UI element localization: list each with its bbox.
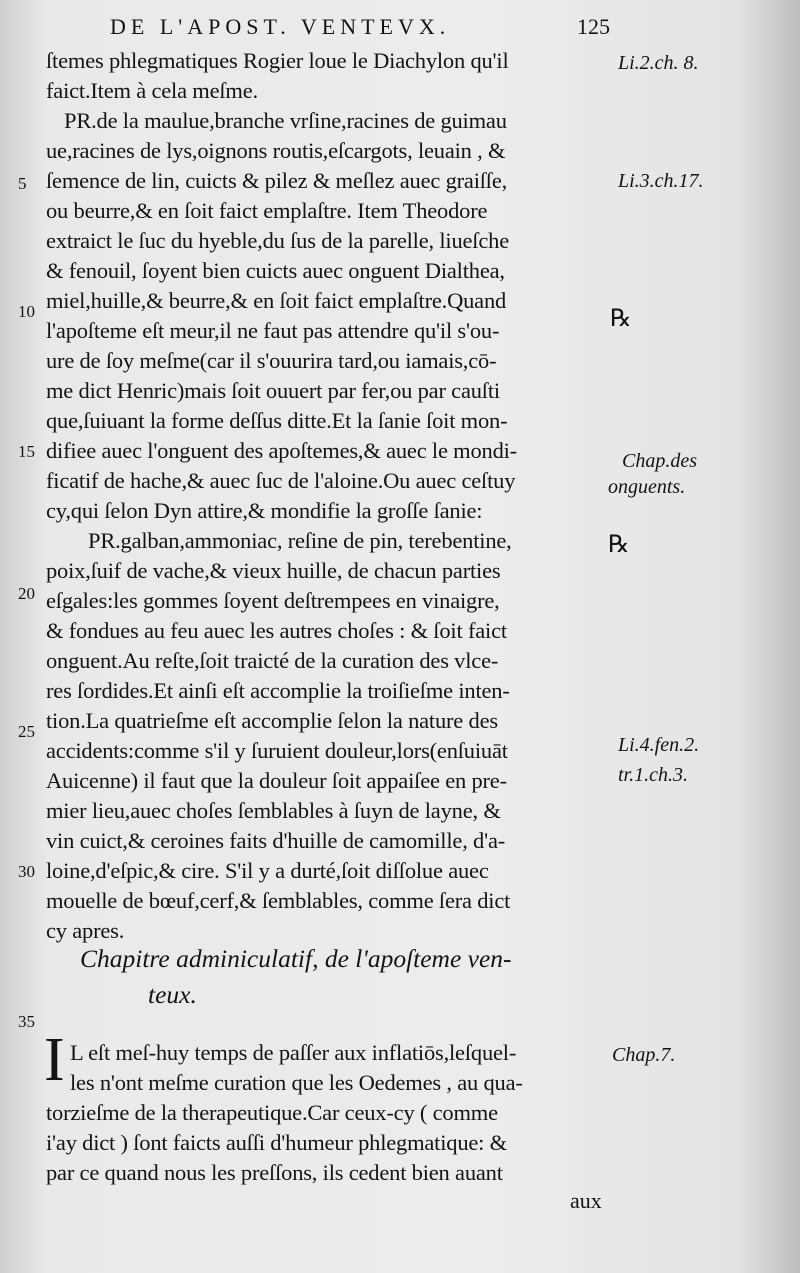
marginal-note: Chap.des — [622, 450, 697, 472]
recipe-symbol-icon: ℞ — [610, 304, 632, 332]
page-number: 125 — [577, 14, 610, 39]
text-line: ſemence de lin, cuicts & pilez & meſlez auec graiſſe, — [46, 168, 508, 193]
text-line: ſtemes phlegmatiques Rogier loue le Diachylon qu'il — [46, 48, 509, 73]
text-line: mier lieu,auec choſes ſemblables à ſuyn de layne, & — [46, 798, 501, 823]
chapter-heading-line: teux. — [148, 980, 197, 1009]
text-line: Auicenne) il faut que la douleur ſoit appaiſee en pre- — [46, 768, 507, 793]
text-line: difiee auec l'onguent des apoſtemes,& auec le mondi- — [46, 438, 517, 463]
text-line: miel,huille,& beurre,& en ſoit faict emplaſtre.Quand — [46, 288, 507, 313]
page-header — [110, 14, 610, 44]
catchword: aux — [570, 1188, 602, 1213]
text-line: PR.de la maulue,branche vrſine,racines de guimau — [64, 108, 507, 133]
marginal-note: tr.1.ch.3. — [618, 764, 688, 786]
text-line: accidents:comme s'il y ſuruient douleur,lors(enſuiuāt — [46, 738, 508, 763]
marginal-note: Chap.7. — [612, 1044, 676, 1066]
text-line: res ſordides.Et ainſi eſt accomplie la troiſieſme inten- — [46, 678, 510, 703]
text-line: me dict Henric)mais ſoit ouuert par fer,ou par cauſti — [46, 378, 500, 403]
text-line: que,ſuiuant la forme deſſus ditte.Et la ſanie ſoit mon- — [46, 408, 508, 433]
marginal-note: Li.3.ch.17. — [618, 170, 704, 192]
line-number: 30 — [18, 862, 35, 881]
line-number: 5 — [18, 174, 27, 193]
text-line: extraict le ſuc du hyeble,du ſus de la parelle, liueſche — [46, 228, 509, 253]
text-line: l'apoſteme eſt meur,il ne faut pas attendre qu'il s'ou- — [46, 318, 500, 343]
line-number: 20 — [18, 584, 35, 603]
text-line: les n'ont meſme curation que les Oedemes , au qua- — [70, 1070, 523, 1095]
text-line: & fondues au feu auec les autres choſes : & ſoit faict — [46, 618, 507, 643]
line-number: 15 — [18, 442, 35, 461]
text-line: ure de ſoy meſme(car il s'ouurira tard,ou iamais,cō- — [46, 348, 497, 373]
text-line: L eſt meſ-huy temps de paſſer aux inflatiōs,leſquel- — [70, 1040, 517, 1065]
text-line: & fenouil, ſoyent bien cuicts auec onguent Dialthea, — [46, 258, 505, 283]
text-line: torzieſme de la therapeutique.Car ceux-cy ( comme — [46, 1100, 498, 1125]
line-number: 25 — [18, 722, 35, 741]
text-line: mouelle de bœuf,cerf,& ſemblables, comme ſera dict — [46, 888, 511, 913]
running-title: DE L'APOST. VENTEVX. — [110, 14, 451, 39]
marginal-note: Li.2.ch. 8. — [618, 52, 699, 74]
text-line: PR.galban,ammoniac, reſine de pin, terebentine, — [88, 528, 512, 553]
drop-cap: I — [44, 1026, 65, 1094]
text-line: tion.La quatrieſme eſt accomplie ſelon la nature des — [46, 708, 498, 733]
text-line: onguent.Au reſte,ſoit traicté de la curation des vlce- — [46, 648, 499, 673]
text-line: cy,qui ſelon Dyn attire,& mondifie la groſſe ſanie: — [46, 498, 483, 523]
text-line: faict.Item à cela meſme. — [46, 78, 258, 103]
text-line: par ce quand nous les preſſons, ils cedent bien auant — [46, 1160, 503, 1185]
line-number: 35 — [18, 1012, 35, 1031]
recipe-symbol-icon: ℞ — [608, 530, 630, 558]
text-line: i'ay dict ) ſont faicts auſſi d'humeur phlegmatique: & — [46, 1130, 507, 1155]
text-line: ficatif de hache,& auec ſuc de l'aloine.Ou auec ceſtuy — [46, 468, 516, 493]
text-line: cy apres. — [46, 918, 125, 943]
text-line: ue,racines de lys,oignons routis,eſcargots, leuain , & — [46, 138, 506, 163]
text-line: poix,ſuif de vache,& vieux huille, de chacun parties — [46, 558, 501, 583]
marginal-note: Li.4.fen.2. — [618, 734, 700, 756]
text-line: eſgales:les gommes ſoyent deſtrempees en vinaigre, — [46, 588, 500, 613]
chapter-heading-line: Chapitre adminiculatif, de l'apoſteme ven- — [80, 944, 512, 973]
text-line: loine,d'eſpic,& cire. S'il y a durté,ſoit diſſolue auec — [46, 858, 489, 883]
marginal-note: onguents. — [608, 476, 686, 498]
text-line: vin cuict,& ceroines faits d'huille de camomille, d'a- — [46, 828, 506, 853]
line-number: 10 — [18, 302, 35, 321]
text-line: ou beurre,& en ſoit faict emplaſtre. Item Theodore — [46, 198, 488, 223]
